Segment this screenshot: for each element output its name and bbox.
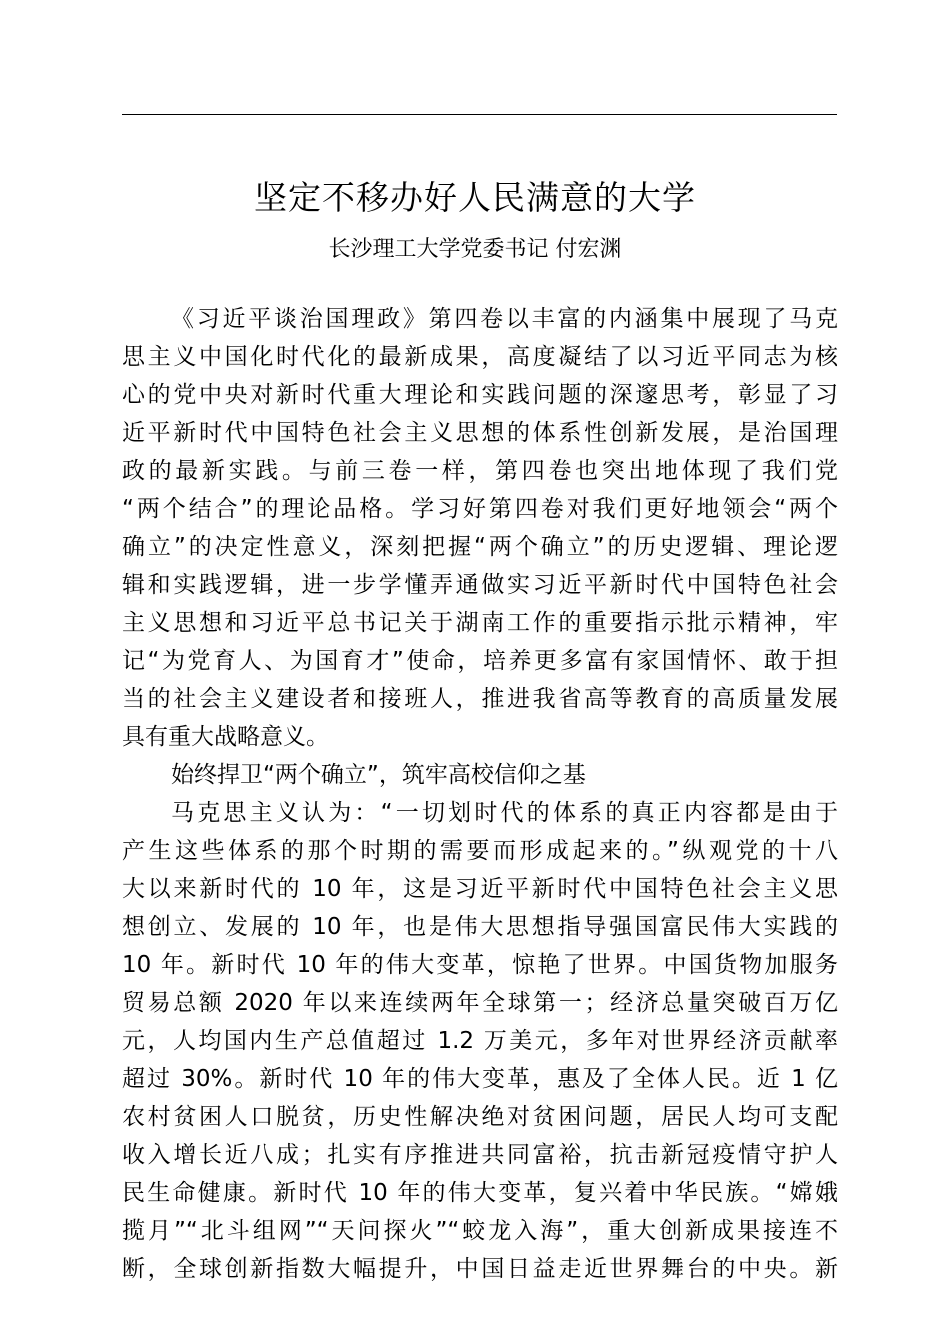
text-line: 大以来新时代的 10 年，这是习近平新时代中国特色社会主义思 [122, 876, 838, 902]
text-line: 收入增长近八成；扎实有序推进共同富裕，抗击新冠疫情守护人 [122, 1142, 838, 1168]
text-line: 产生这些体系的那个时期的需要而形成起来的。”纵观党的十八 [122, 838, 838, 864]
author-byline: 长沙理工大学党委书记 付宏渊 [328, 237, 622, 262]
text-line: 《习近平谈治国理政》第四卷以丰富的内涵集中展现了马克 [171, 306, 838, 332]
text-line: 辑和实践逻辑，进一步学懂弄通做实习近平新时代中国特色社会 [122, 572, 838, 598]
text-line: 主义思想和习近平总书记关于湖南工作的重要指示批示精神，牢 [122, 610, 838, 636]
text-line: 思主义中国化时代化的最新成果，高度凝结了以习近平同志为核 [122, 344, 838, 370]
text-line: 记“为党育人、为国育才”使命，培养更多富有家国情怀、敢于担 [122, 648, 838, 674]
document-title: 坚定不移办好人民满意的大学 [254, 178, 696, 217]
text-line: 想创立、发展的 10 年，也是伟大思想指导强国富民伟大实践的 [122, 914, 838, 940]
text-line: 马克思主义认为：“一切划时代的体系的真正内容都是由于 [171, 800, 838, 826]
article-body [122, 300, 838, 1288]
text-line: 元，人均国内生产总值超过 1.2 万美元，多年对世界经济贡献率 [122, 1028, 838, 1054]
text-line: 具有重大战略意义。 [122, 724, 329, 750]
text-line: 政的最新实践。与前三卷一样，第四卷也突出地体现了我们党 [122, 458, 838, 484]
text-line: 断，全球创新指数大幅提升，中国日益走近世界舞台的中央。新 [122, 1256, 838, 1282]
text-line: 揽月”“北斗组网”“天问探火”“蛟龙入海”，重大创新成果接连不 [122, 1218, 838, 1244]
text-line: 心的党中央对新时代重大理论和实践问题的深邃思考，彰显了习 [122, 382, 838, 408]
text-line: 超过 30%。新时代 10 年的伟大变革，惠及了全体人民。近 1 亿 [122, 1066, 838, 1092]
text-line: 农村贫困人口脱贫，历史性解决绝对贫困问题，居民人均可支配 [122, 1104, 838, 1130]
section-heading: 始终捍卫“两个确立”，筑牢高校信仰之基 [171, 762, 586, 788]
text-line: 当的社会主义建设者和接班人，推进我省高等教育的高质量发展 [122, 686, 838, 712]
text-line: 10 年。新时代 10 年的伟大变革，惊艳了世界。中国货物加服务 [122, 952, 838, 978]
text-line: 贸易总额 2020 年以来连续两年全球第一；经济总量突破百万亿 [122, 990, 838, 1016]
text-line: “两个结合”的理论品格。学习好第四卷对我们更好地领会“两个 [122, 496, 838, 522]
paragraph-intro [122, 300, 838, 756]
text-line: 近平新时代中国特色社会主义思想的体系性创新发展，是治国理 [122, 420, 838, 446]
text-line: 民生命健康。新时代 10 年的伟大变革，复兴着中华民族。“嫦娥 [122, 1180, 838, 1206]
header-rule [122, 114, 837, 115]
paragraph-section-1 [122, 794, 838, 1288]
text-line: 确立”的决定性意义，深刻把握“两个确立”的历史逻辑、理论逻 [122, 534, 838, 560]
